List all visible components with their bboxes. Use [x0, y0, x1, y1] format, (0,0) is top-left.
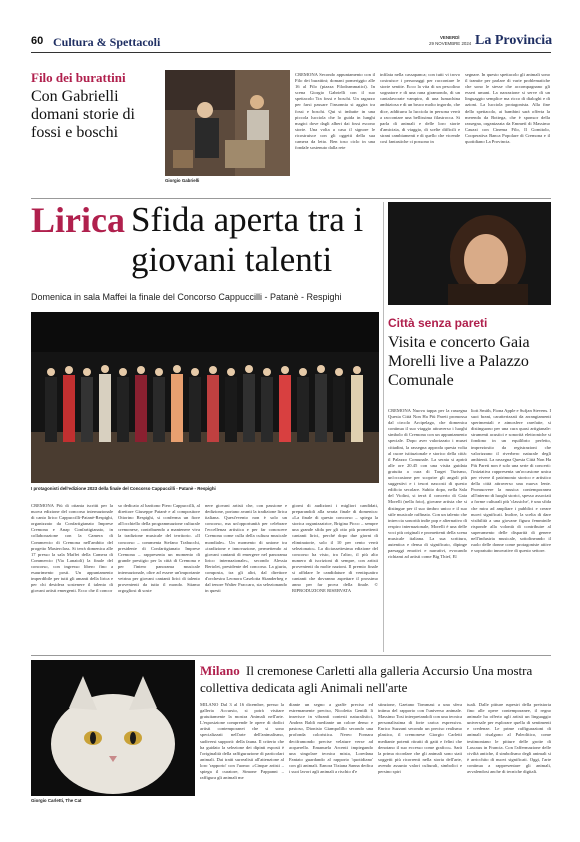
- article-2-col-1: [31, 503, 113, 653]
- article-4-text-3: stinzione, Gaetano Tommasi a una sfera intima del rapporto con l'universo animale. Massimo Tosi interpretandoli con una tecnica personalissima di forte carica espressiva. Enrico Suzzani secondo un preciso realismo plastico, il cremonese Giorgio Carletti mediante potenti ritratti di gatti e felini che denotano il suo eccesso come grafico». Sarà la prima ricordare che gli animali sono stati soggetti più ricorrenti nella storia dell'arte, avendo assunto valori culturali, simbolici e persino spiri: [378, 702, 462, 775]
- puppeteer-photo-icon: [165, 70, 290, 176]
- article-1-headline: Con Gabrielli domani storie di fossi e boschi: [31, 88, 135, 141]
- article-2-text-2: so dedicato al baritono Piero Cappuccilli, al direttore Giuseppe Patanè e al compositore Ottorino Respighi, si conferma un fiore all'occhiello della programmazione culturale cremonese, contribuendo a mantenere viva la tradizione musicale del territorio. «Il concorso – commenta Stefano Trabucchi, presidente di Confartigianato Imprese Cremona – rappresenta un momento di grande prestigio per la città di Cremona e per l'intero panorama musicale internazionale, oltre ad essere un'importante vetrina per giovani cantanti lirici di talento provenienti da tutto il mondo. Stiamo orgogliosi di soste: [118, 503, 200, 594]
- article-3-col-1: [388, 408, 467, 653]
- article-2-col-2: [118, 503, 200, 653]
- article-1-col-1: [295, 72, 375, 194]
- article-2-text-4: giorni di audizioni i migliori candidati, preparandoli alla serata finale di domenica: «La finale di questo concorso – spiega la storica organizzatrice, Brigina Picco – sempre una grande sfida per gli otto più promettenti cantanti lirici, perché dopo due giorni di eliminatorie, solo il 10 per cento verrà selezionato». La diciassettesima edizione del concorso ha visto, tra l'altro, il più alto numero di iscrizioni di sempre, con artisti provenienti da molte nazioni. Il premio finale si affidare le candidature di ventiquattro cantanti che dovranno aspettare il prossimo anno per far prova della finale. © RIPRODUZIONE RISERVATA: [292, 503, 378, 594]
- article-4-col-1: [200, 702, 284, 837]
- article-4-photo-caption: Giorgio Carletti, The Cat: [31, 798, 82, 803]
- article-1-kicker: Filo dei burattini: [31, 70, 126, 85]
- divider-2: [31, 655, 551, 656]
- article-4-headline-block: [200, 662, 551, 702]
- article-4-photo: [31, 660, 195, 796]
- article-4-text-2: diante un segno a graffe preciso ed estremamente preciso, Nicoletta Gentili li inserisce in vibranti contesti naturalistici, Andrea Baldi mediante un colore denso e pastoso, Dionisio Giampolillo secondo una profonda coloristica. Nereo Fornara deciframondo precise velature verse ad acquerello. Emanuela Arcenti impiegando una singolare tecnica mista, Loredana Fantato guardando al rapporto 'quotidiano' con gli animali. Eanora Tiziana Sanna dedica i suoi lavori agli animali a rischio d'e: [289, 702, 373, 775]
- article-3-kicker: Città senza pareti: [388, 316, 488, 330]
- newspaper-logo: La Provincia: [475, 33, 553, 48]
- article-1-text-1: CREMONA Secondo appuntamento con il Filo dei burattini; domani pomeriggio alle 16 al Filo (piazza Filodrammatici). In scena Giorgio Gabrielli con il suo spettacolo Tra fossi e boschi. Un ragazzo per farsi passare l'insonnia si aggira tra fossi e boschi. Qui si imbatte in una piccola lucciola che lo guida in lunghi magici dove dagli alberi dai fossi escono storie. Una volta a casa il signore le ricostruisce con gli oggetti della sua camera da letto. Ben toso ciclo in una fondale sostenuto dalla rete: [295, 72, 375, 151]
- article-1-text-2: infilata nella cassapanca; con tutti vi trovo costruisce i personaggi per raccontare le storie sentite. Ecco la vita di un pescolino sognatore e di una rana giramondo, di un cantalavorate vampiro, di una lumachina ambiziosa e di un bruco molto ingordo, che dice, additurra la lucciola in persona verrà a raccontare una bellissima filastrocca. Si parla di animali e delle loro storie d'amicizia, di viaggio, di scelte difficili e strani cambiamenti e di quello che vicende così fantastiche ci possono in: [380, 72, 460, 145]
- article-2-col-4: [292, 503, 378, 653]
- article-3-text-1: CREMONA Nuova tappa per la rassegna Questa Città Non Ha Più Pareti promossa dal circolo Arcipelago, che domenica continua il suo viaggio attraverso i luoghi simbolo di Cremona con un appuntamento speciale. Dopo aver valorizzato i musei cittadini, la rassegna approda questa volta al cuore istituzionale e storico della città: il Palazzo Comunale. La serata si aprirà alle ore 20.45 con una visita guidata gratuita a cura di Target Turismo, un'occasione per scoprire gli angoli più suggestivi e i tesori nascosti di questo edificio secolare. Subito dopo, nella Sala del Violini, si terrà il concerto di Gaia Morelli (nella foto), giovane artista che si distingue per il suo timbro unico e il suo stile musicale raffinato. Con un talento che intreccia sonorità indie pop e alternativo di respiro internazionale, Morelli è una delle voci più originali e promettenti della scena musicale italiana. La sua scrittura, autentica e densa di significato, dipinge paesaggi emotivi e narrativi, evocando richiami ad artisti come Big Thief, El: [388, 408, 467, 560]
- page-header: [31, 34, 551, 50]
- article-2-headline-block: [31, 198, 381, 288]
- date-day: VENERDÌ: [440, 35, 460, 40]
- article-3-photo: [388, 202, 551, 305]
- date-full: 29 NOVEMBRE 2024: [429, 41, 472, 46]
- cat-painting-icon: [31, 660, 195, 796]
- article-4-kicker: Milano: [200, 663, 240, 678]
- article-4-col-2: [289, 702, 373, 837]
- article-2-text-3: nere giovani artisti che, con passione e dedizione, portano avanti la tradizione lirica italiana. Quest'evento non è solo un concorso, ma un'opportunità per celebrare l'eccellenza artistica e per far conoscere Cremona come culla della cultura musicale mondiale». Un momento di unione tra «tradizione e innovazione, permettendo ai giovani cantanti di emergere nel panorama lirico internazionale», secondo Alessia Bertolet, presidente del concorso. La giuria, composta, tra gli altri, dal direttore d'orchestra Leonora Caselotta Skanderbeg e dal tenore Walter Fraccaro, sta selezionando in questi: [205, 503, 287, 594]
- article-1-col-3: [465, 72, 550, 194]
- article-2-col-3: [205, 503, 287, 653]
- article-4-text-1: MILANO Dal 3 al 16 dicembre, presso la galleria Accursio, si potrà visitare gratuitamente la mostra Animali nell'arte. L'esposizione comprende le opere di dodici artisti contemporanei che si sono specializzati nell'arte dell'animalismo, sudiversi supporti: della fauna. Il criterio che ha guidato la selezione dei dipinti esposti è l'originalità della raffigurazione di particolari animali. Dai tratti surrealisti all'attenzione al loro 'rapporto' con l'uomo: «Cinque artisti – spiega il curatore, Simone Fappanni – raffigura gli animali me: [200, 702, 284, 781]
- page-number: 60: [31, 35, 44, 47]
- article-1-col-2: [380, 72, 460, 194]
- article-4-col-4: [467, 702, 551, 837]
- article-1-photo: [165, 70, 290, 176]
- article-4-headline: Il cremonese Carletti alla galleria Accursio Una mostra collettiva dedicata agli Animali nell'arte: [200, 663, 533, 695]
- article-3-text-2: liott Smith, Fiona Apple e Sufjan Stevens. I suoi brani, caratterizzati da arrangiamenti sperimentali e atmosfere rarefatte, si distinguono per una cura quasi artigianale: strumenti acustici e sonorità elettroniche si fondono in un equilibrio perfetto, impreziosito da registrazioni che valorizzano il riverbero naturale degli ambienti. La rassegna Questa Città Non Ha Più Pareti non è solo una serie di concerti: l'iniziativa rappresenta un'occasione unica per vivere il patrimonio storico e artistico della città attraverso una nuova lente. Promuovere la musica contemporanea all'interno di luoghi storici, spesso associati a forme culturali più 'classiche', è una sfida che mira ad ampliare i pubblici e creare nuovi significati. Inoltre, la scelta di dare visibilità a una giovane figura femminile risponde alla volontà di contribuire al superamento delle disparità di genere nell'industria musicale, sottolineando il ruolo delle donne come protagoniste attive e sopratutto innovative di questo settore.: [471, 408, 551, 554]
- article-1-text-3: segnare. In questo spettacolo gli animali sono il tramite per parlare di varie problematiche che sono le stesse che accompagnano gli esseri umani. La narrazione si serve di un linguaggio semplice ma ricco di dialoghi e di azioni. La lucciola protagonista. Alla fine dello spettacolo, ai bambini sarà offerta la merenda da Bottega, che è sponsor della rassegna, organizzata da Emmetì di Massimo Cauzzi con Cinema Filo, Il Gomitolo, Cooperativa Banca Popolare di Cremona e il quotidiano La Provincia.: [465, 72, 550, 145]
- article-4-text-4: tuali. Dalle pitture rupestri della preistoria fino alle opere contemporanee, il regno animale ha offerto agli artisti un linguaggio universale per esplorare quella di sentimenti e credenze. Le prime raffigurazioni di animali risalgono al Paleolitico, come testimoniano le pitture delle grotte di Lascaux in Francia. Con l'affermazione delle civiltà antiche, il simbolismo degli animali si è arricchito di nuovi significati. Oggi, l'arte continua a rappresentare gli animali, avvalendosi anche di tecniche digitali.: [467, 702, 551, 775]
- article-2-kicker: Lirica: [31, 200, 125, 240]
- article-2-photo-caption: I protagonisti dell'edizione 2023 della finale del Concorso Cappuccilli - Patanè - Respighi: [31, 486, 216, 491]
- article-2-text-1: CREMONA Più di ottanta iscritti per la nuova edizione del concorso internazionale di canto lirico Cappuccilli-Patanè-Respighi, organizzato da Confartigianato Imprese Cremona e Anap Confartigianato, in collaborazione con la Camera di Commercio di Cremona nell'ambito del progetto Masterclass. Si terrà domenica alle 17 presso la sala Maffei della Camera di Commercio (Via Lanaioli) la finale del concorso, con ingresso libero fino a esaurimento posti. Un appuntamento imperdibile per tutti gli amanti della lirica e per chi desidera sostenere il talento di giovani artisti emergenti. Ecco che il concor: [31, 503, 113, 594]
- divider-vertical: [383, 202, 384, 652]
- article-3-col-2: [471, 408, 551, 653]
- article-3-headline: Visita e concerto Gaia Morelli live a Palazzo Comunale: [388, 334, 530, 389]
- header-rule: [31, 52, 551, 53]
- article-2-headline: Sfida aperta tra i giovani talenti: [131, 200, 364, 279]
- singers-group-photo-icon: [31, 312, 379, 483]
- article-2-photo: [31, 312, 379, 483]
- article-1-photo-caption: Giorgio Gabrielli: [165, 178, 200, 183]
- section-title: Cultura & Spettacoli: [53, 35, 161, 49]
- article-4-col-3: [378, 702, 462, 837]
- article-2-subhead: Domenica in sala Maffei la finale del Concorso Cappuccilli - Patanè - Respighi: [31, 292, 342, 302]
- singer-portrait-icon: [388, 202, 551, 305]
